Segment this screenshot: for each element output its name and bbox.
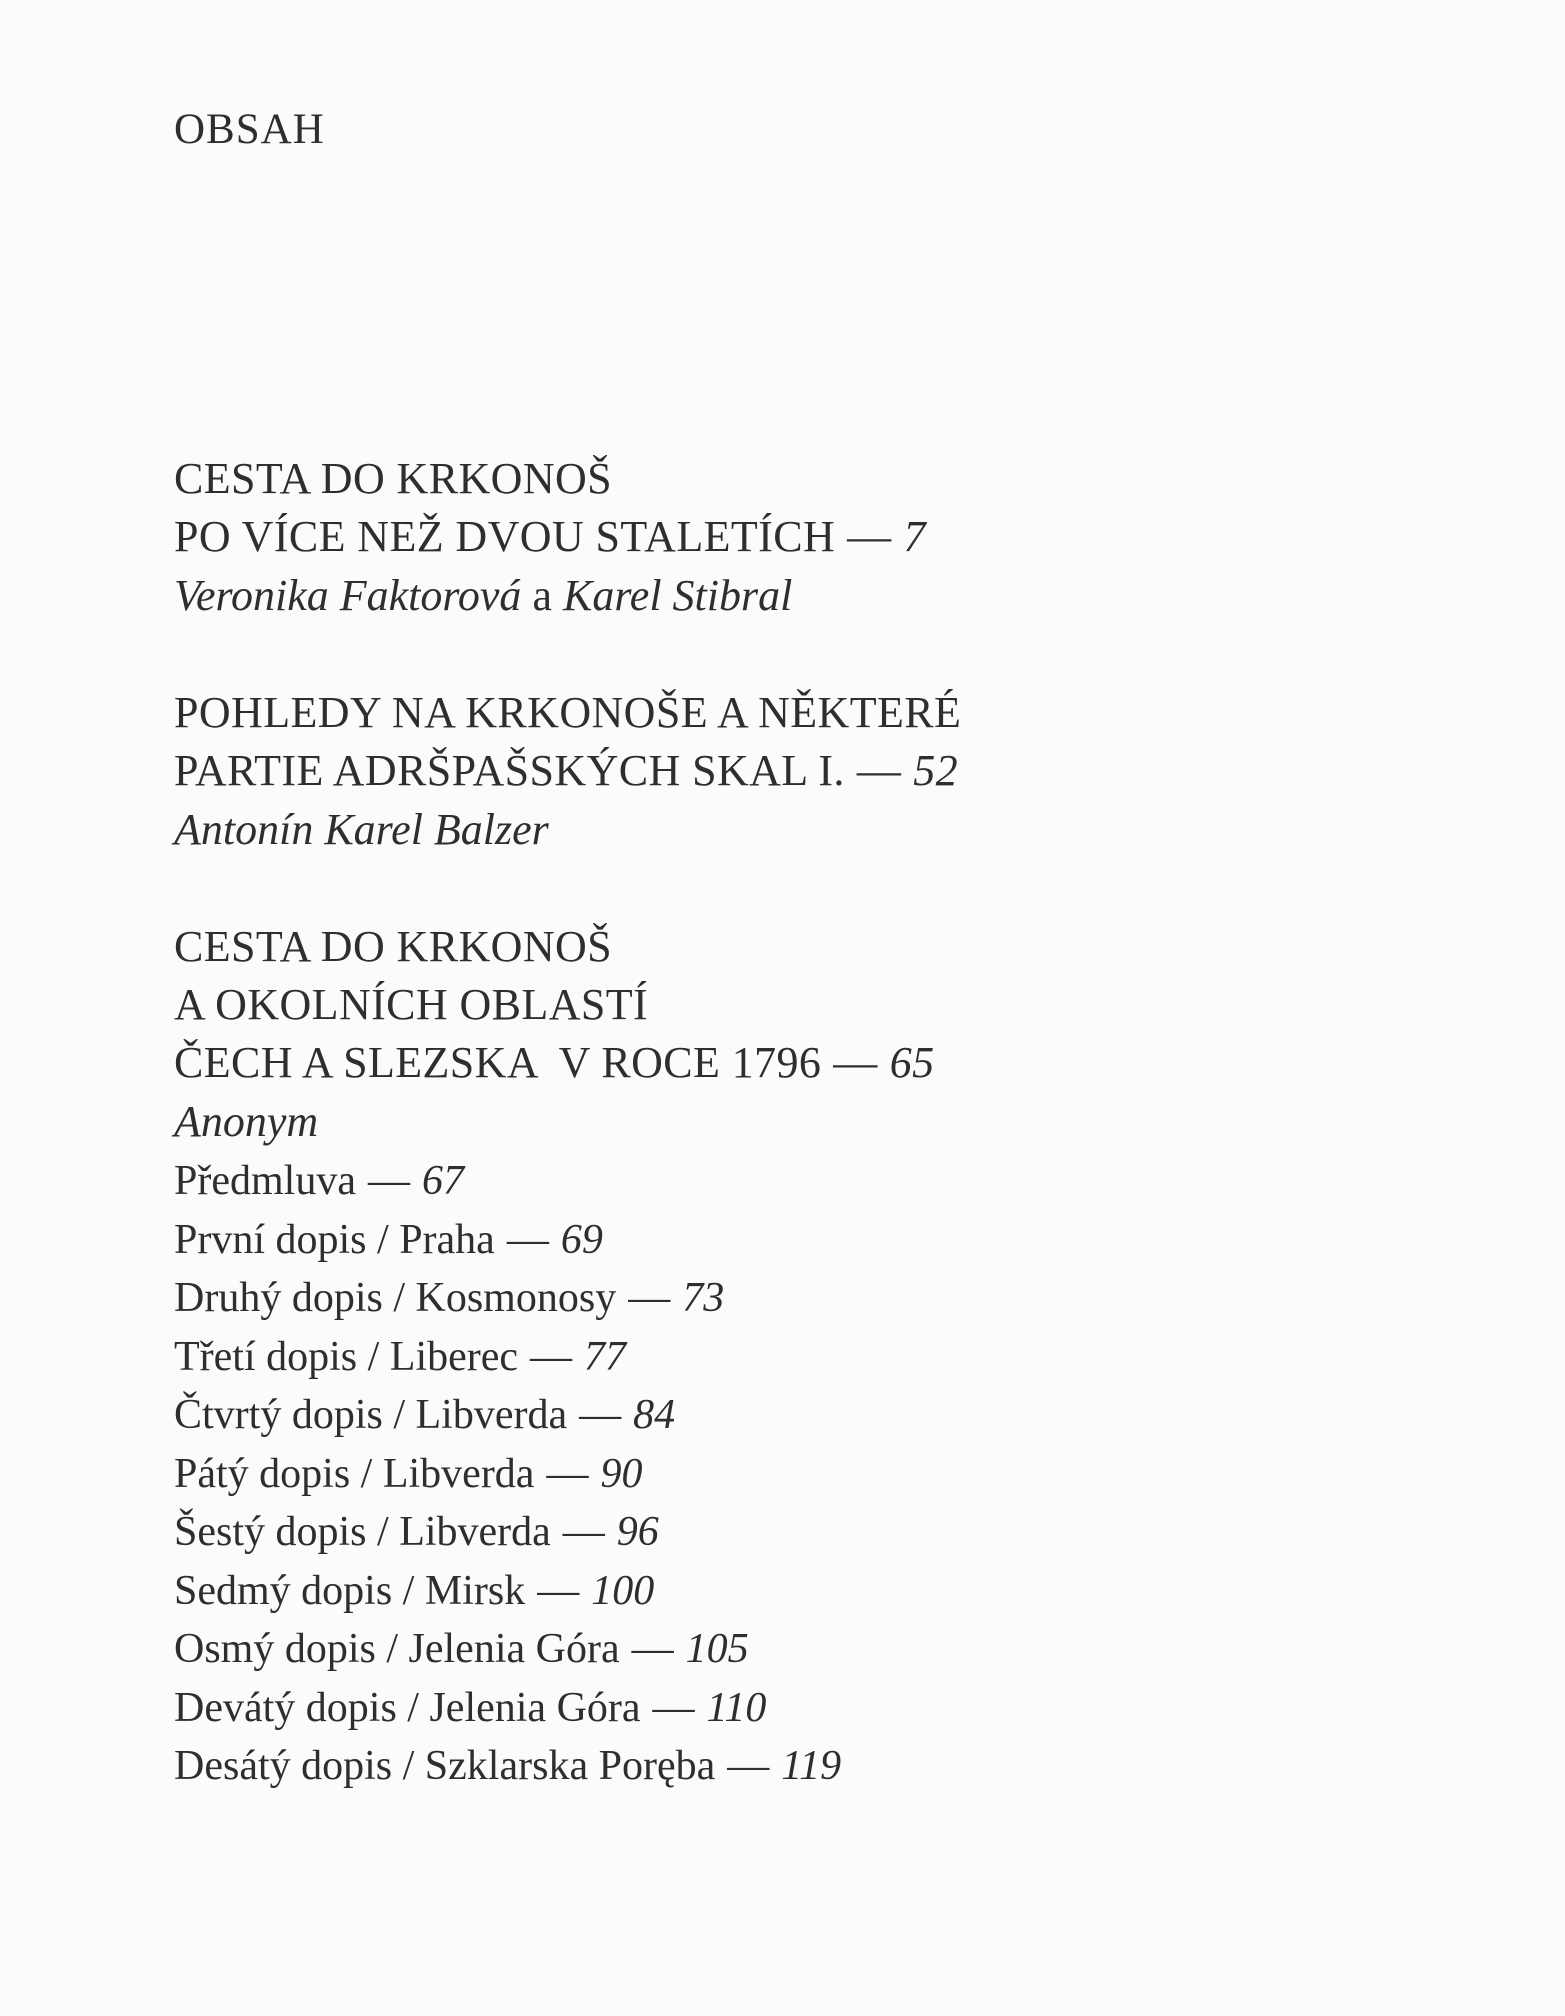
page-number: 105 [685, 1626, 749, 1672]
page-number: 65 [889, 1038, 935, 1087]
page-number: 67 [421, 1158, 464, 1204]
section-author: Antonín Karel Balzer [174, 805, 549, 854]
section-title-line: ČECH A SLEZSKA V ROCE 1796 — 65 [174, 1038, 935, 1087]
section-author: Veronika Faktorová a Karel Stibral [174, 571, 793, 620]
section-title-line: PARTIE ADRŠPAŠSKÝCH SKAL I. — 52 [174, 746, 959, 795]
page-number: 73 [682, 1275, 725, 1321]
table-of-contents [174, 450, 1424, 1854]
chapter-entry: Osmý dopis / Jelenia Góra — 105 [174, 1626, 749, 1672]
dash: — [833, 1038, 878, 1087]
chapter-entry: Druhý dopis / Kosmonosy — 73 [174, 1275, 725, 1321]
page-number: 77 [584, 1333, 627, 1380]
chapter-entry: První dopis / Praha — 69 [174, 1216, 603, 1263]
section-title-line: CESTA DO KRKONOŠ [174, 922, 613, 971]
chapter-entry: Čtvrtý dopis / Libverda — 84 [174, 1392, 676, 1438]
chapter-entry: Pátý dopis / Libverda — 90 [174, 1450, 643, 1497]
toc-section-3 [174, 918, 1424, 1796]
dash: — [847, 512, 892, 561]
chapter-entry: Sedmý dopis / Mirsk — 100 [174, 1567, 655, 1614]
chapter-entry: Šestý dopis / Libverda — 96 [174, 1509, 659, 1555]
page-number: 52 [913, 746, 959, 795]
page-number: 7 [903, 512, 926, 561]
chapter-entry: Předmluva — 67 [174, 1158, 464, 1204]
page-number: 110 [706, 1684, 767, 1731]
page-number: 84 [633, 1392, 676, 1438]
dash: — [856, 746, 902, 795]
chapter-entry: Desátý dopis / Szklarska Poręba — 119 [174, 1743, 842, 1789]
chapter-entry: Devátý dopis / Jelenia Góra — 110 [174, 1684, 767, 1731]
page-number: 90 [600, 1450, 643, 1497]
page-number: 96 [616, 1509, 659, 1555]
section-title-line: PO VÍCE NEŽ DVOU STALETÍCH — 7 [174, 512, 926, 561]
contents-heading: OBSAH [174, 106, 325, 153]
section-title-line: A OKOLNÍCH OBLASTÍ [174, 980, 649, 1029]
section-author: Anonym [174, 1097, 319, 1146]
section-title-line: CESTA DO KRKONOŠ [174, 454, 613, 503]
page-number: 119 [781, 1743, 842, 1789]
page-number: 100 [591, 1567, 655, 1614]
toc-section-1 [174, 450, 1424, 626]
section-title-line: POHLEDY NA KRKONOŠE A NĚKTERÉ [174, 688, 962, 737]
page-number: 69 [560, 1216, 603, 1263]
toc-section-2 [174, 684, 1424, 860]
chapter-entry: Třetí dopis / Liberec — 77 [174, 1333, 627, 1380]
